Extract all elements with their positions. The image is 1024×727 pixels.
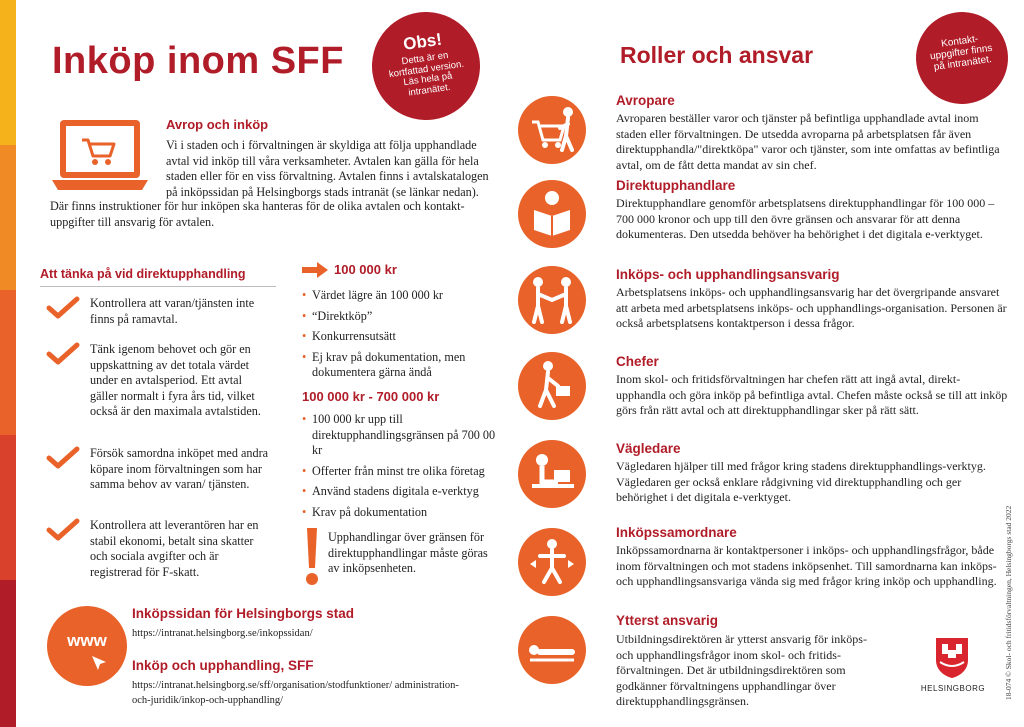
list-item: • Ej krav på dokumentation, men dokumentera gärna ändå	[302, 350, 502, 381]
divider	[40, 286, 276, 287]
link-heading-inkopssidan: Inköpssidan för Helsingborgs stad	[132, 606, 355, 621]
range-heading-2: 100 000 kr - 700 000 kr	[302, 389, 440, 404]
contact-badge: Kontakt-uppgifter finns på intranätet.	[910, 6, 1014, 110]
list-item: • “Direktköp”	[302, 309, 502, 325]
color-strip	[0, 0, 16, 727]
link-sff[interactable]: https://intranat.helsingborg.se/sff/organisation/stodfunktioner/ administration-och-juridik/inkop-och-upphandling/	[132, 680, 459, 706]
list-item: • 100 000 kr upp till direktupphandlingsgränsen på 700 00 kr	[302, 412, 502, 459]
link-inkopssidan[interactable]: https://intranat.helsingborg.se/inkopssidan/	[132, 628, 313, 639]
handshake-icon	[518, 266, 586, 334]
tanka-item: Kontrollera att varan/tjänsten inte finns på ramavtal.	[90, 296, 255, 326]
obs-badge-text: Detta är en kortfattad version. Läs hela på intranätet.	[388, 49, 465, 99]
role-desc-inkopssamordnare: Inköpssamordnarna är kontaktpersoner i inköps- och upphandlingsfrågor, både inom förvaltningen och mot stadens inköpsenhet. Till samordnarna kan inköps- och upphandlingsansvariga vända sig med frågor kring inköp och upphandling.	[616, 543, 997, 588]
role-desc-ytterst-ansvarig: Utbildningsdirektören är ytterst ansvarig för inköps- och upphandlingsfrågor inom skol- och fritids-förvaltningen. Det är utbildningsdirektören som godkänner förvaltningens upphandlingar över direktupphandlingsgränsen.	[616, 632, 867, 708]
strip-segment	[0, 580, 16, 727]
strip-segment	[0, 290, 16, 435]
arrow-right-icon	[302, 262, 328, 278]
role-title-vagledare: Vägledare	[616, 441, 681, 456]
roles-title: Roller och ansvar	[620, 42, 814, 68]
role-title-chefer: Chefer	[616, 354, 659, 369]
avrop-paragraph-continued: Där finns instruktioner för hur inköpen ska hanteras för de olika avtalen och kontakt-uppgifter till ansvarig för avtalen.	[50, 199, 465, 229]
tanka-item: Tänk igenom behovet och gör en uppskattning av det totala värdet under en avtalsperiod. Ett avtal gäller normalt i fyra års tid, vilket också är den maximala avtalstiden.	[90, 342, 261, 418]
role-desc-direktupphandlare: Direktupphandlare genomför arbetsplatsens direktupphandlingar för 100 000 – 700 000 kronor och upp till den övre gränsen och ansvarar för att denna dokumenteras. Den utsedda behöver ha behörighet i det digitala e-verktyget.	[616, 196, 995, 241]
person-laptop-icon	[518, 440, 586, 508]
tanka-item: Kontrollera att leverantören har en stabil ekonomi, betalt sina skatter och sociala avgifter och är registrerad för F-skatt.	[90, 518, 259, 579]
link-heading-sff: Inköp och upphandling, SFF	[132, 658, 314, 673]
obs-badge-title: Obs!	[402, 29, 444, 54]
www-icon: www	[47, 606, 127, 686]
person-briefcase-icon	[518, 352, 586, 420]
role-title-inkopssamordnare: Inköpssamordnare	[616, 525, 737, 540]
avrop-paragraph: Vi i staden och i förvaltningen är skyldiga att följa upphandlade avtal vid inköp till våra verksamheter. Avtalen kan gälla för hela staden eller för en viss förvaltning. Avtalen finns i avtalskatalogen på inköpssidan på Helsingborgs stads intranät (se länkar nedan).	[166, 138, 489, 199]
helsingborg-logo-icon	[922, 632, 982, 680]
list-item: • Krav på dokumentation	[302, 505, 502, 521]
note-text: Upphandlingar över gränsen för direktupphandlingar måste göras av inköpsenheten.	[328, 530, 488, 575]
person-reading-icon	[518, 180, 586, 248]
checkmark-icon	[46, 296, 80, 320]
role-desc-inkops-ansvarig: Arbetsplatsens inköps- och upphandlingsansvarig har det övergripande ansvaret att arbeta med arbetsplatsens inköps- och upphandlings-organisation. Personen är också arbetsplatsens kontaktperson i dessa frågor.	[616, 285, 1007, 330]
role-desc-vagledare: Vägledaren hjälper till med frågor kring stadens direktupphandlings-verktyg. Vägledaren ger också enklare rådgivning vid direktupphandling och ger behörighet i det digitala e-verktyget.	[616, 459, 986, 504]
logo-text: HELSINGBORG	[920, 684, 986, 693]
role-desc-chefer: Inom skol- och fritidsförvaltningen har chefen rätt att ingå avtal, direkt-upphandla och göra inköp på befintliga avtal. Chefen måste också se till att inköp görs från rätt avtal och att direktupphandlingar sker på rätt sätt.	[616, 372, 1008, 417]
page-title: Inköp inom SFF	[52, 40, 344, 82]
avrop-heading: Avrop och inköp	[166, 117, 269, 132]
range-heading-1: 100 000 kr	[334, 262, 397, 277]
role-title-avropare: Avropare	[616, 93, 675, 108]
footer-credit: 18-074 © Skol- och fritidsförvaltningen, Helsingborgs stad 2022	[1004, 505, 1013, 700]
strip-segment	[0, 145, 16, 290]
role-title-direktupphandlare: Direktupphandlare	[616, 178, 736, 193]
obs-badge	[365, 5, 487, 127]
checkmark-icon	[46, 518, 80, 542]
list-item: • Använd stadens digitala e-verktyg	[302, 484, 502, 500]
shopping-cart-person-icon	[518, 96, 586, 164]
strip-segment	[0, 435, 16, 580]
role-title-ytterst-ansvarig: Ytterst ansvarig	[616, 613, 719, 628]
role-desc-avropare: Avroparen beställer varor och tjänster på befintliga upphandlade avtal inom staden eller förvaltningen. De utsedda avroparna på arbetsplatsen får även direktupphandla/"direktköpa" varor och tjänster, som inte omfattas av befintliga avtal, om de fått detta mandat av sin chef.	[616, 111, 1000, 172]
range-list-1	[302, 288, 502, 386]
list-item: • Offerter från minst tre olika företag	[302, 464, 502, 480]
cursor-icon	[90, 654, 108, 672]
list-item: • Värdet lägre än 100 000 kr	[302, 288, 502, 304]
person-arrows-icon	[518, 528, 586, 596]
list-item: • Konkurrensutsätt	[302, 329, 502, 345]
tanka-heading: Att tänka på vid direktupphandling	[40, 267, 246, 281]
range-list-2	[302, 412, 502, 525]
strip-segment	[0, 0, 16, 145]
exclamation-icon	[304, 528, 320, 586]
checkmark-icon	[46, 446, 80, 470]
checkmark-icon	[46, 342, 80, 366]
person-lying-icon	[518, 616, 586, 684]
laptop-cart-icon	[50, 116, 150, 194]
tanka-item: Försök samordna inköpet med andra köpare inom förvaltningen som har samma behov av varan/ tjänsten.	[90, 446, 269, 491]
role-title-inkops-ansvarig: Inköps- och upphandlingsansvarig	[616, 267, 840, 282]
